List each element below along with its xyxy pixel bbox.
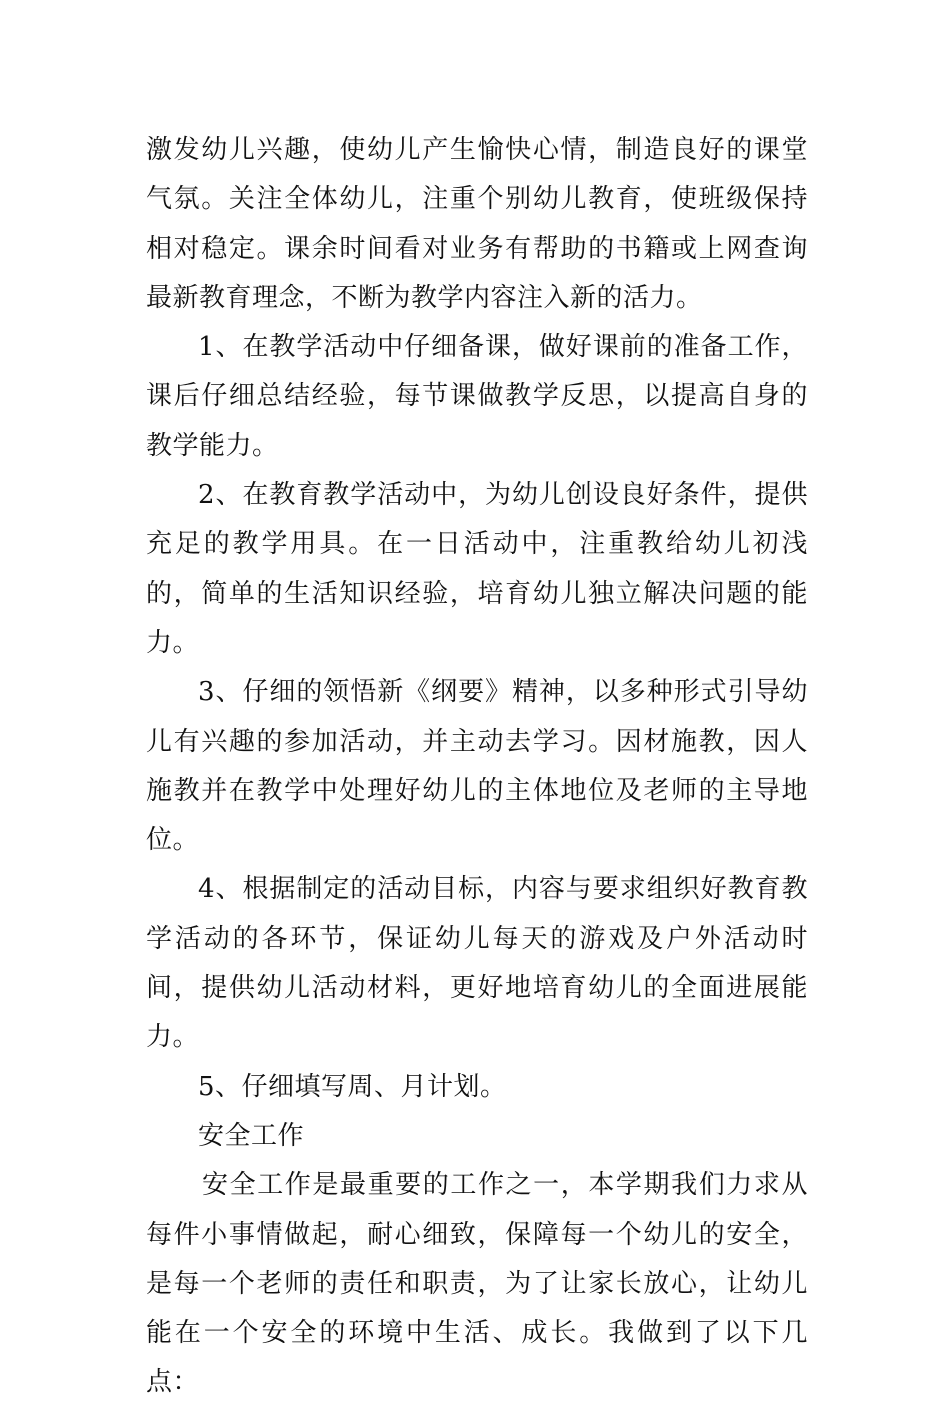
document-body [146, 126, 808, 1408]
paragraph-item-4: 4、根据制定的活动目标，内容与要求组织好教育教学活动的各环节，保证幼儿每天的游戏及户外活动时间，提供幼儿活动材料，更好地培育幼儿的全面进展能力。 [146, 874, 808, 1053]
paragraph-item-1: 1、在教学活动中仔细备课，做好课前的准备工作，课后仔细总结经验，每节课做教学反思，以提高自身的教学能力。 [146, 332, 808, 461]
paragraph-safety: 安全工作是最重要的工作之一，本学期我们力求从每件小事情做起，耐心细致，保障每一个幼儿的安全，是每一个老师的责任和职责，为了让家长放心，让幼儿能在一个安全的环境中生活、成长。我做到了以下几点： [146, 1170, 808, 1398]
paragraph-item-3: 3、仔细的领悟新《纲要》精神，以多种形式引导幼儿有兴趣的参加活动，并主动去学习。因材施教，因人施教并在教学中处理好幼儿的主体地位及老师的主导地位。 [146, 677, 808, 856]
paragraph-item-5: 5、仔细填写周、月计划。 [198, 1071, 507, 1102]
paragraph-item-2: 2、在教育教学活动中，为幼儿创设良好条件，提供充足的教学用具。在一日活动中，注重教给幼儿初浅的，简单的生活知识经验，培育幼儿独立解决问题的能力。 [146, 480, 808, 658]
paragraph-continuation: 激发幼儿兴趣，使幼儿产生愉快心情，制造良好的课堂气氛。关注全体幼儿，注重个别幼儿教育，使班级保持相对稳定。课余时间看对业务有帮助的书籍或上网查询最新教育理念，不断为教学内容注入新的活力。 [146, 135, 808, 313]
section-heading-safety: 安全工作 [198, 1120, 305, 1151]
